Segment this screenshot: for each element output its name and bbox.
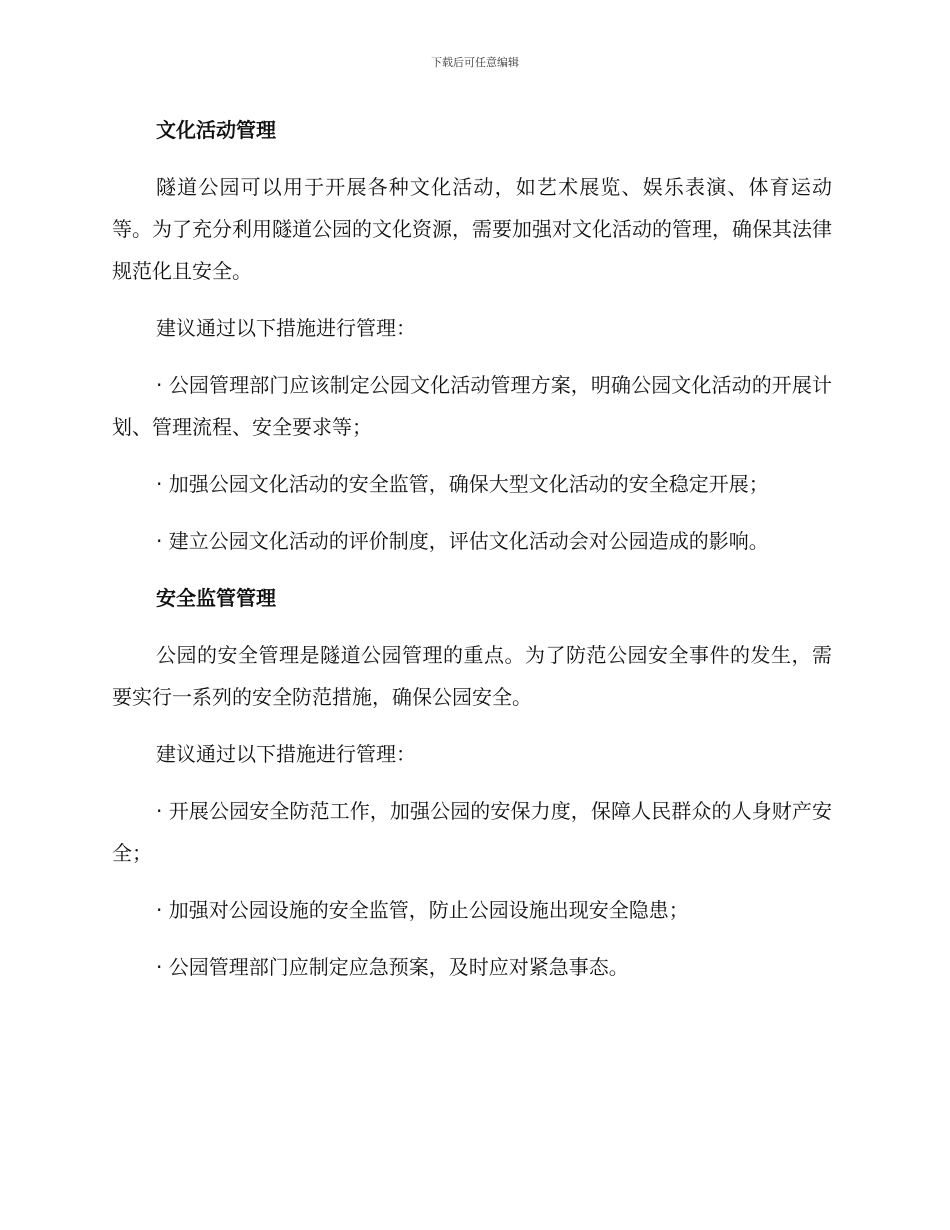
bullet-item: · 开展公园安全防范工作，加强公园的安保力度，保障人民群众的人身财产安全； bbox=[112, 799, 832, 865]
paragraph: 公园的安全管理是隧道公园管理的重点。为了防范公园安全事件的发生，需要实行一系列的安全防范措施，确保公园安全。 bbox=[112, 643, 832, 709]
section-heading-culture: 文化活动管理 bbox=[156, 118, 276, 142]
paragraph: 建议通过以下措施进行管理： bbox=[156, 742, 416, 766]
bullet-item: · 加强对公园设施的安全监管，防止公园设施出现安全隐患； bbox=[156, 898, 689, 922]
bullet-item: · 公园管理部门应制定应急预案，及时应对紧急事态。 bbox=[156, 955, 629, 979]
bullet-item: · 建立公园文化活动的评价制度，评估文化活动会对公园造成的影响。 bbox=[156, 529, 769, 553]
paragraph: 建议通过以下措施进行管理： bbox=[156, 316, 416, 340]
bullet-item: · 公园管理部门应该制定公园文化活动管理方案，明确公园文化活动的开展计划、管理流程、安全要求等； bbox=[112, 373, 832, 439]
header-note: 下载后可任意编辑 bbox=[431, 56, 519, 69]
paragraph: 隧道公园可以用于开展各种文化活动，如艺术展览、娱乐表演、体育运动等。为了充分利用隧道公园的文化资源，需要加强对文化活动的管理，确保其法律规范化且安全。 bbox=[112, 175, 832, 283]
document-body bbox=[112, 109, 832, 988]
bullet-item: · 加强公园文化活动的安全监管，确保大型文化活动的安全稳定开展； bbox=[156, 472, 769, 496]
section-heading-safety: 安全监管管理 bbox=[156, 586, 276, 610]
